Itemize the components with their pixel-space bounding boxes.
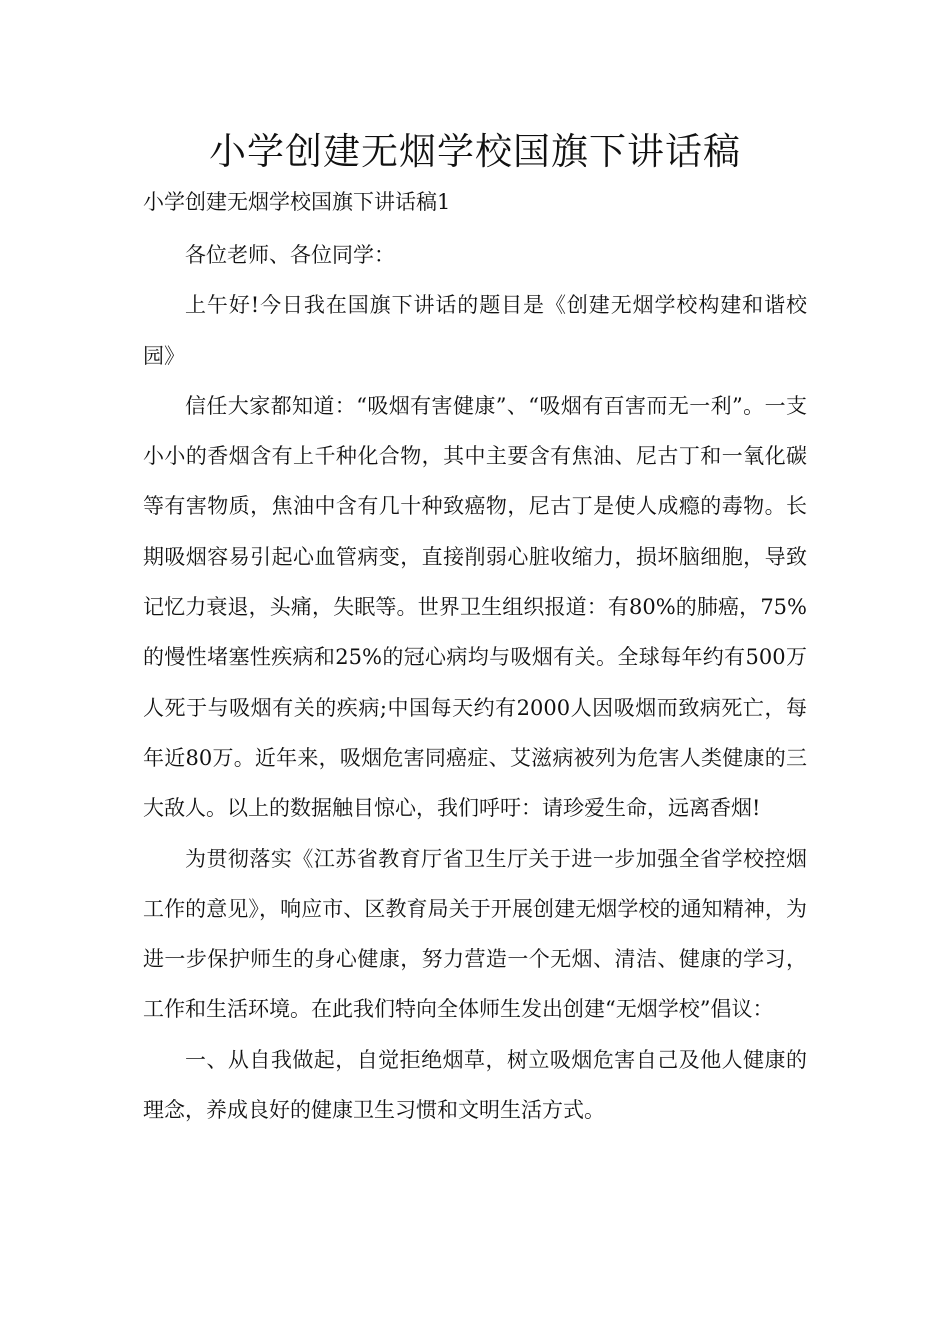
document-body <box>143 230 807 1135</box>
document-title: 小学创建无烟学校国旗下讲话稿 <box>209 130 741 173</box>
paragraph-greeting: 各位老师、各位同学： <box>185 243 395 267</box>
paragraph-point-one: 一、从自我做起，自觉拒绝烟草，树立吸烟危害自己及他人健康的理念，养成良好的健康卫生习惯和文明生活方式。 <box>143 1047 807 1123</box>
paragraph-initiative: 为贯彻落实《江苏省教育厅省卫生厅关于进一步加强全省学校控烟工作的意见》，响应市、区教育局关于开展创建无烟学校的通知精神，为进一步保护师生的身心健康，努力营造一个无烟、清洁、健康的学习，工作和生活环境。在此我们特向全体师生发出创建“无烟学校”倡议： <box>143 846 807 1022</box>
paragraph-harms: 信任大家都知道：“吸烟有害健康”、“吸烟有百害而无一利”。一支小小的香烟含有上千种化合物，其中主要含有焦油、尼古丁和一氧化碳等有害物质，焦油中含有几十种致癌物，尼古丁是使人成瘾的毒物。长期吸烟容易引起心血管病变，直接削弱心脏收缩力，损坏脑细胞，导致记忆力衰退，头痛，失眠等。世界卫生组织报道：有80%的肺癌，75%的慢性堵塞性疾病和25%的冠心病均与吸烟有关。全球每年约有500万人死于与吸烟有关的疾病;中国每天约有2000人因吸烟而致病死亡，每年近80万。近年来，吸烟危害同癌症、艾滋病被列为危害人类健康的三大敌人。以上的数据触目惊心，我们呼吁：请珍爱生命，远离香烟! <box>143 393 807 821</box>
document-subtitle: 小学创建无烟学校国旗下讲话稿1 <box>143 190 451 214</box>
paragraph-intro: 上午好!今日我在国旗下讲话的题目是《创建无烟学校构建和谐校园》 <box>143 293 807 368</box>
